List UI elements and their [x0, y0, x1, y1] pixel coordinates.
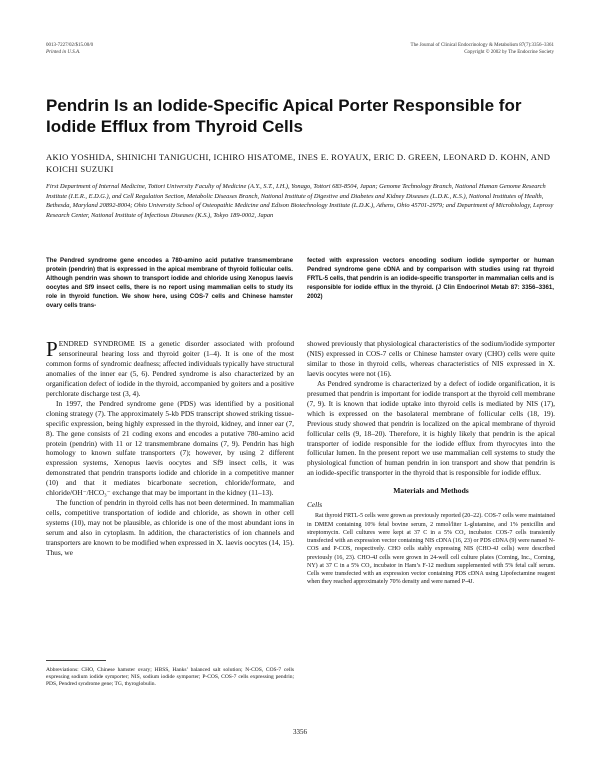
journal-header-right	[411, 43, 554, 56]
intro-paragraph-3: The function of pendrin in thyroid cells has not been determined. In mammalian cells, competitive transportation of iodide and chloride, as shown in other cell systems (10), may not be plausible, as chloride is one of the most abundant ions in serum and also in cytoplasm. In addition, the characteristics of ion channels and transporters are known to be modified when expressed in X. laevis oocytes (14, 15). Thus, we	[46, 498, 294, 558]
abstract-left: The Pendred syndrome gene encodes a 780-amino acid putative transmembrane protein (pendrin) that is expressed in the apical membrane of thyroid follicular cells. Although pendrin was shown to transport iodide and chloride using Xenopus laevis oocytes and Sf9 insect cells, there is no report using mammalian cells to study its role in thyroid function. We show here, using COS-7 cells and Chinese hamster ovary cells trans-	[46, 257, 293, 310]
intro-paragraph-5: As Pendred syndrome is characterized by a defect of iodide organification, it is presumed that pendrin is important for iodide transport at the thyroid cell membrane (7, 9). It is known that iodide uptake into thyroid cells is mediated by NIS (17), which is expressed on the basolateral membrane of follicular cells (18, 19). Previous study showed that pendrin is localized on the apical membrane of thyroid follicular cells (9, 18–20). Therefore, it is highly likely that pendrin is the apical transporter of iodide responsible for the iodide efflux from thyrocytes into the follicular lumen. In the present report we use mammalian cell systems to study the physiological function of human pendrin in ion transport and show that pendrin is an iodide-specific transporter in the thyroid that is responsible for iodide efflux.	[307, 378, 555, 478]
intro-lead-smallcaps: ENDRED SYNDROME IS	[58, 339, 146, 348]
subsection-heading-cells: Cells	[307, 500, 323, 510]
issn-line: 0013-7227/02/$15.00/0	[46, 43, 94, 48]
body-column-right	[307, 339, 555, 587]
footnote-rule	[46, 660, 106, 661]
section-heading-methods: Materials and Methods	[393, 486, 469, 496]
journal-header-left	[46, 43, 93, 56]
printed-line: Printed in U.S.A.	[46, 49, 81, 55]
journal-citation: The Journal of Clinical Endocrinology & Metabolism 87(7):3356–3361	[410, 43, 554, 48]
copyright-line: Copyright © 2002 by The Endocrine Society	[464, 49, 554, 55]
intro-paragraph-4: showed previously that physiological characteristics of the sodium/iodide symporter (NIS) expressed in COS-7 cells or Chinese hamster ovary (CHO) cells were quite similar to those in thyroid cells, whereas characteristics of NIS expressed in X. laevis oocytes were not (16).	[307, 339, 555, 378]
affiliations: First Department of Internal Medicine, Tottori University Faculty of Medicine (A.Y., S.T., I.H.), Yonago, Tottori 683-8504, Japan; Genome Technology Branch, National Human Genome Research Institute (I.E.R., E.D.G.), and Cell Regulation Section, Metabolic Diseases Branch, National Institute of Digestive and Diabetes and Kidney Diseases (L.D.K., K.S.), National Institutes of Health, Bethesda, Maryland 20892-8004; Ohio University School of Osteopathic Medicine and Edison Biotechnology Institute (L.D.K.), Athens, Ohio 45701-2979; and Department of Microbiology, Leprosy Research Center, National Institute of Infectious Diseases (K.S.), Tokyo 189-0002, Japan	[46, 183, 554, 219]
author-list: AKIO YOSHIDA, SHINICHI TANIGUCHI, ICHIRO HISATOME, INES E. ROYAUX, ERIC D. GREEN, LEONARD D. KOHN, AND KOICHI SUZUKI	[46, 152, 551, 174]
intro-paragraph-1-text: a genetic disorder associated with profound sensorineural hearing loss and thyroid goiter (1–4). It is one of the most common forms of syndromic deafness; affected individuals typically have structural anomalies of the inner ear (5, 6). Pendred syndrome is also characterized by an organification defect of iodide in the thyroid, accompanied by goiters and a positive perchlorate discharge test (3, 4).	[46, 339, 294, 398]
page-number: 3356	[293, 728, 307, 736]
abbreviations-footnote: Abbreviations: CHO, Chinese hamster ovary; HBSS, Hanks’ balanced salt solution; N-COS, COS-7 cells expressing sodium iodide symporter; NIS, sodium iodide symporter; P-COS, COS-7 cells expressing pendrin; PDS, Pendred syndrome gene; TG, thyroglobulin.	[46, 667, 294, 688]
abstract-right: fected with expression vectors encoding sodium iodide symporter or human Pendred syndrome gene cDNA and by comparison with studies using rat thyroid FRTL-5 cells, that pendrin is an iodide-specific transporter in mammalian cells and is responsible for iodide efflux in the thyroid. (J Clin Endocrinol Metab 87: 3356–3361, 2002)	[307, 257, 554, 301]
methods-cells-text: Rat thyroid FRTL-5 cells were grown as previously reported (20–22). COS-7 cells were maintained in DMEM containing 10% fetal bovine serum, 2 mmol/liter L-glutamine, and 1% penicillin and streptomycin. Cell cultures were kept at 37 C in a 5% CO₂ incubator. COS-7 cells transiently transfected with an expression vector containing NIS cDNA (16, 23) or PDS cDNA (9) were named N-COS and P-COS, respectively. CHO cells stably expressing NIS (CHO-4J cells) were described previously (16, 23). CHO-4J cells were grown in 24-well cell culture plates (Corning, Inc., Corning, NY) at 37 C in a 5% CO₂ incubator in Ham’s F-12 medium supplemented with 5% fetal calf serum. Cells were transfected with an expression vector containing PDS cDNA using Lipofectamine reagent when they reached approximately 70% density and were named P-4J.	[307, 513, 555, 586]
drop-cap: P	[46, 337, 58, 361]
body-column-left	[46, 339, 294, 558]
intro-paragraph-2: In 1997, the Pendred syndrome gene (PDS) was identified by a positional cloning strategy (7). The approximately 5-kb PDS transcript showed striking tissue-specific expression, being highly expressed in the thyroid, kidney, and inner ear (7, 8). The gene consists of 21 coding exons and encodes a putative 780-amino acid protein (pendrin) with 11 or 12 transmembrane domains (7, 9). Pendrin has high homology to known sulfate transporters (7); however, by using 2 different expression systems, Xenopus laevis oocytes and Sf9 insect cells, it was demonstrated that pendrin transports iodide and chloride in a competitive manner (10) and that it mediates bicarbonate secretion, chloride/formate, and chloride/OH⁻/HCO₃⁻ exchange that may be important in the kidney (11–13).	[46, 398, 294, 498]
paper-title: Pendrin Is an Iodide-Specific Apical Porter Responsible for Iodide Efflux from Thyroid Cells	[46, 96, 522, 136]
intro-paragraph-1	[46, 339, 294, 399]
